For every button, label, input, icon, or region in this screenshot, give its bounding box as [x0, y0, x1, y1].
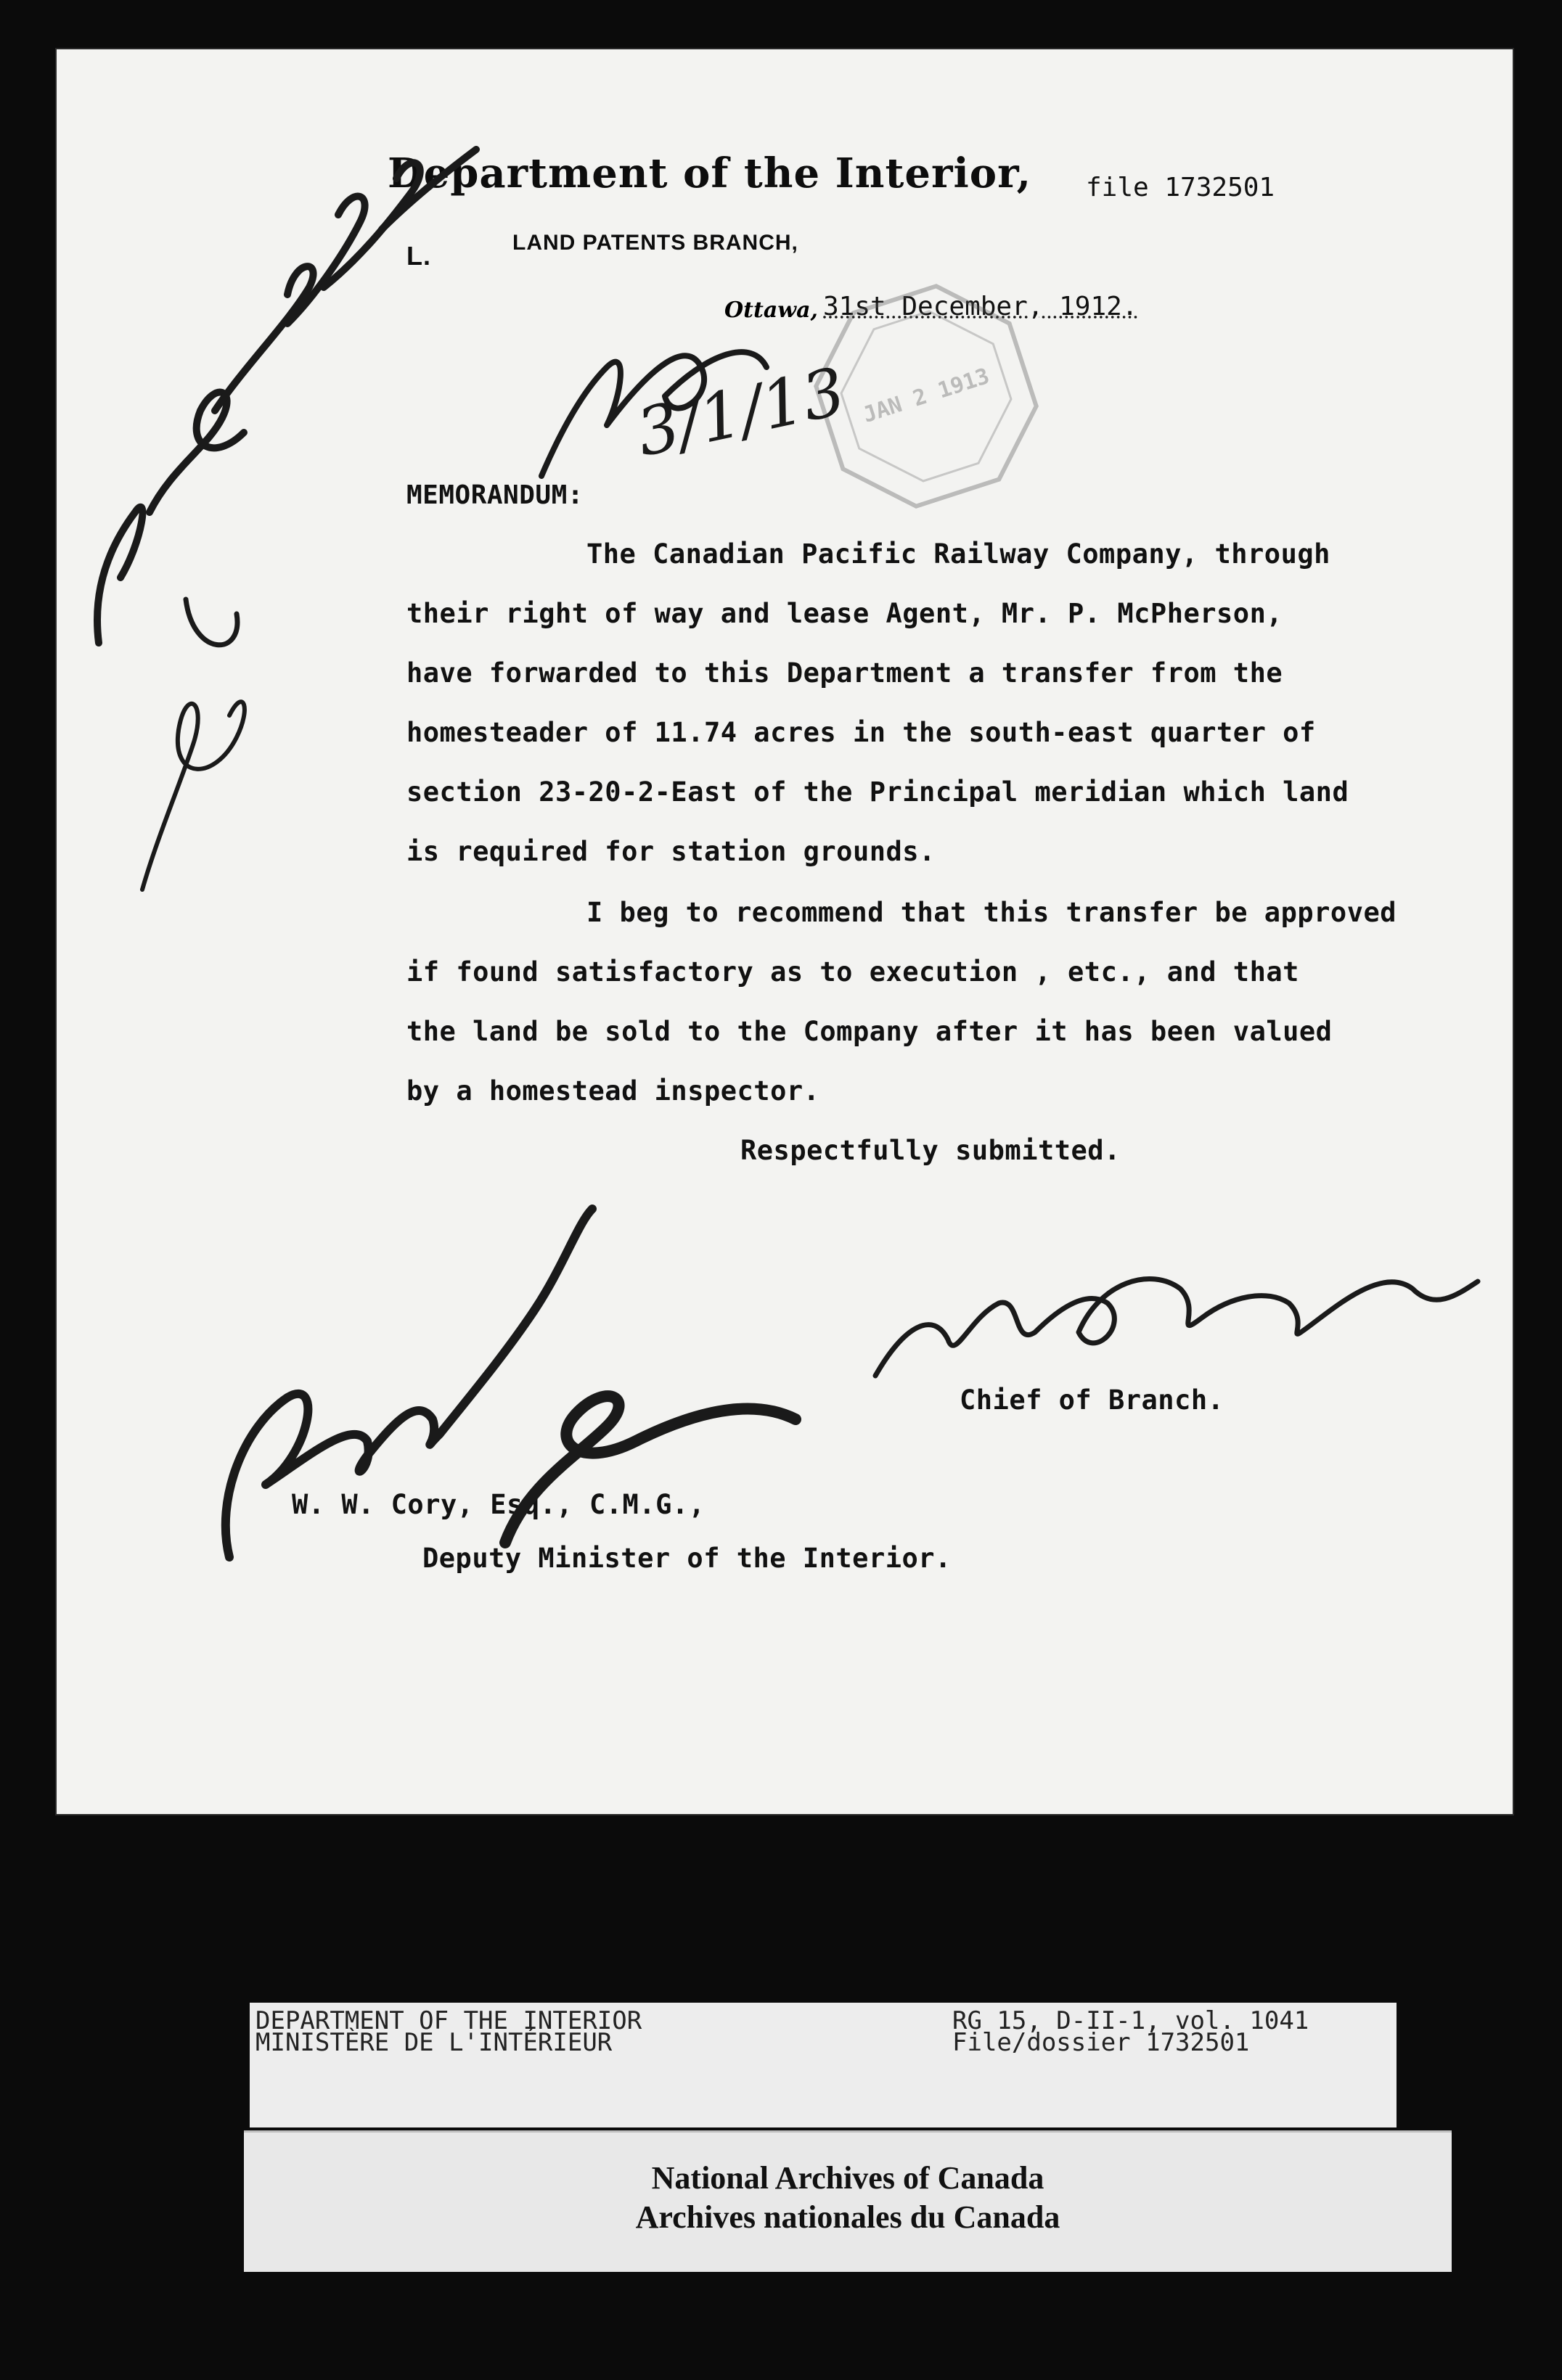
closing-line: Respectfully submitted.: [740, 1135, 1121, 1166]
archive-name-english: National Archives of Canada: [651, 2160, 1044, 2196]
letter-date: 31st December, 1912.: [823, 292, 1138, 321]
memo-line: homesteader of 11.74 acres in the south-east quarter of: [406, 717, 1316, 748]
document-page: [55, 48, 1514, 1815]
label-left-line-2: MINISTÈRE DE L'INTÉRIEUR: [255, 2028, 613, 2057]
memo-line: is required for station grounds.: [406, 836, 936, 867]
memo-line: section 23-20-2-East of the Principal meridian which land: [406, 776, 1349, 808]
label-left-line-1: DEPARTMENT OF THE INTERIOR: [255, 2006, 642, 2035]
memo-line: if found satisfactory as to execution , etc., and that: [406, 956, 1299, 988]
memo-heading: MEMORANDUM:: [406, 480, 584, 510]
file-reference: file 1732501: [1086, 173, 1275, 202]
margin-initials: [128, 672, 258, 904]
memo-line: The Canadian Pacific Railway Company, through: [586, 538, 1330, 570]
memo-line: have forwarded to this Department a transfer from the: [406, 657, 1283, 689]
stamp-date: JAN 2 1913: [859, 363, 993, 428]
chief-signature: [861, 1223, 1500, 1412]
label-right-line-1: RG 15, D-II-1, vol. 1041: [952, 2006, 1309, 2035]
place-name: Ottawa,: [724, 298, 818, 323]
signer-title: Chief of Branch.: [960, 1384, 1224, 1416]
department-heading: Department of the Interior,: [388, 149, 1032, 197]
archive-reference-label: [250, 2003, 1397, 2127]
margin-date-note: 3/1/13: [630, 353, 852, 472]
archive-name-french: Archives nationales du Canada: [635, 2199, 1060, 2235]
label-right-line-2: File/dossier 1732501: [952, 2028, 1250, 2057]
branch-prefix: L.: [406, 241, 431, 271]
branch-name: LAND PATENTS BRANCH,: [512, 231, 798, 255]
memo-line: I beg to recommend that this transfer be approved: [586, 897, 1397, 928]
approval-signature: [200, 1180, 854, 1586]
memo-line: their right of way and lease Agent, Mr. P. McPherson,: [406, 598, 1283, 629]
archive-banner: [244, 2130, 1452, 2272]
addressee-title: Deputy Minister of the Interior.: [422, 1543, 952, 1574]
addressee-name: W. W. Cory, Esq., C.M.G.,: [292, 1489, 706, 1520]
memo-line: by a homestead inspector.: [406, 1075, 820, 1107]
memo-line: the land be sold to the Company after it has been valued: [406, 1016, 1333, 1047]
